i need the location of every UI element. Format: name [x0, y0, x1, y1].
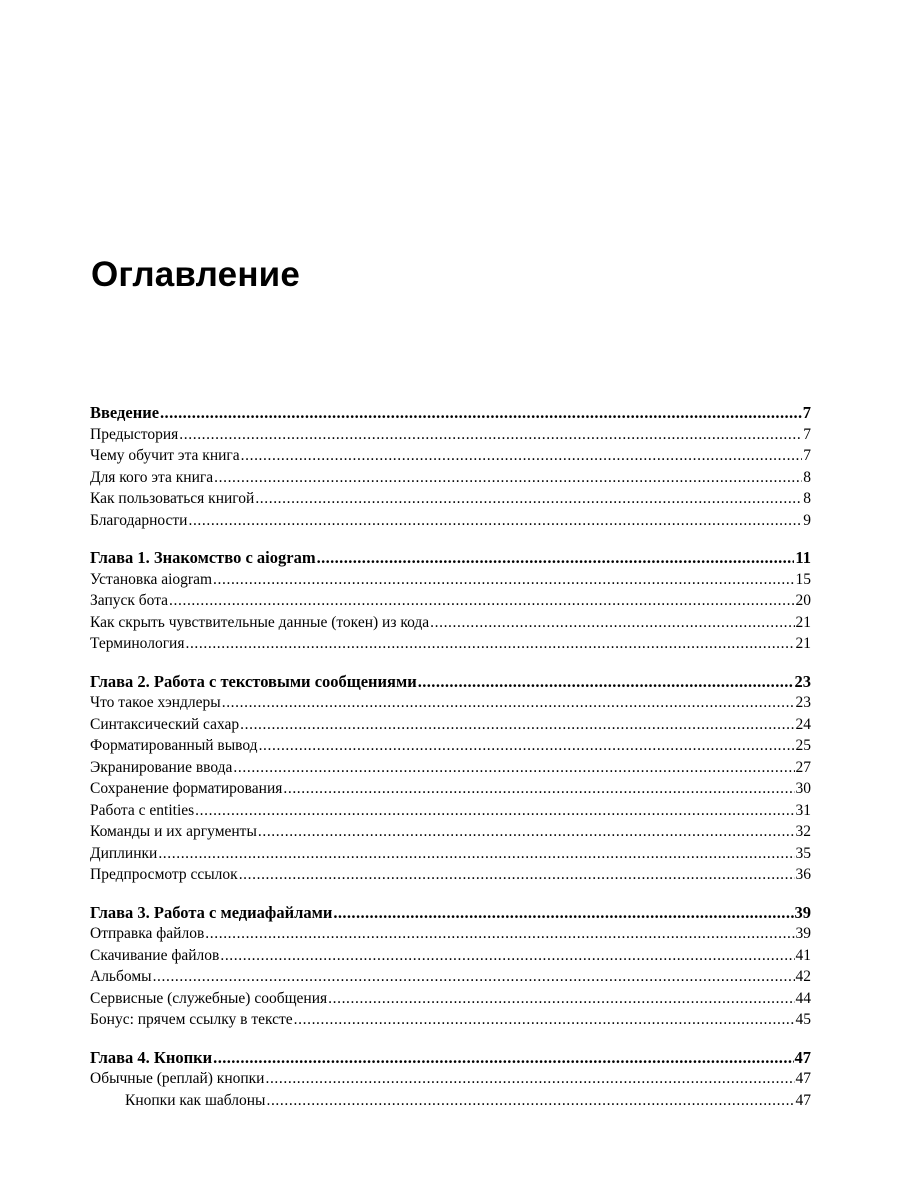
- toc-page-number: 39: [794, 902, 811, 922]
- toc-page-number: 15: [795, 570, 811, 588]
- toc-page-number: 20: [795, 592, 811, 609]
- toc-entry-label: Бонус: прячем ссылку в тексте: [90, 1011, 293, 1028]
- toc-entry-label: Синтаксический сахар: [90, 715, 240, 733]
- toc-page-number: 47: [795, 1070, 811, 1087]
- toc-entry[interactable]: [90, 613, 811, 635]
- toc-page-number: 21: [795, 635, 811, 652]
- dot-leader: [214, 468, 802, 488]
- page-title: Оглавление: [91, 255, 301, 294]
- toc-entry-label: Глава 4. Кнопки: [90, 1047, 213, 1067]
- dot-leader: [259, 736, 795, 756]
- toc-entry[interactable]: [90, 946, 811, 968]
- dot-leader: [213, 570, 794, 590]
- toc-entry-label: Альбомы: [90, 968, 152, 985]
- toc-page-number: 8: [803, 490, 811, 507]
- toc-entry-label: Чему обучит эта книга: [90, 447, 240, 464]
- toc-entry-label: Что такое хэндлеры: [90, 694, 221, 711]
- toc-entry[interactable]: [90, 511, 811, 533]
- toc-page-number: 32: [795, 823, 811, 840]
- toc-entry-label: Команды и их аргументы: [90, 823, 257, 840]
- toc-chapter-intro[interactable]: [90, 403, 811, 425]
- toc-entry-label: Глава 2. Работа с текстовыми сообщениями: [90, 671, 417, 691]
- table-of-contents: [90, 403, 811, 1112]
- toc-page-number: 23: [794, 671, 811, 691]
- dot-leader: [241, 446, 803, 466]
- dot-leader: [317, 548, 795, 568]
- dot-leader: [233, 758, 794, 778]
- toc-entry-label: Экранирование ввода: [90, 758, 233, 776]
- dot-leader: [283, 779, 794, 799]
- toc-entry[interactable]: [90, 446, 811, 468]
- toc-page-number: 23: [795, 694, 811, 711]
- toc-entry-label: Диплинки: [90, 844, 158, 862]
- toc-page-number: 7: [802, 403, 811, 422]
- toc-chapter-2[interactable]: [90, 672, 811, 694]
- toc-entry[interactable]: [90, 865, 811, 887]
- dot-leader: [220, 946, 794, 966]
- toc-entry[interactable]: [90, 801, 811, 823]
- dot-leader: [213, 1048, 793, 1068]
- dot-leader: [158, 844, 794, 864]
- toc-chapter-3[interactable]: [90, 903, 811, 925]
- dot-leader: [255, 489, 802, 509]
- dot-leader: [188, 511, 802, 531]
- dot-leader: [169, 591, 794, 611]
- toc-entry[interactable]: [90, 1010, 811, 1032]
- toc-chapter-1[interactable]: [90, 548, 811, 570]
- toc-entry[interactable]: [90, 779, 811, 801]
- toc-entry[interactable]: [90, 822, 811, 844]
- toc-entry[interactable]: [90, 967, 811, 989]
- dot-leader: [153, 967, 795, 987]
- toc-page-number: 7: [803, 447, 811, 464]
- toc-page-number: 47: [795, 1091, 811, 1109]
- toc-page-number: 9: [803, 511, 811, 529]
- dot-leader: [222, 693, 795, 713]
- toc-page-number: 8: [803, 468, 811, 486]
- toc-page-number: 45: [795, 1011, 811, 1028]
- toc-entry-label: Как пользоваться книгой: [90, 490, 255, 507]
- dot-leader: [205, 924, 794, 944]
- toc-subentry[interactable]: [90, 1091, 811, 1113]
- toc-entry-label: Глава 1. Знакомство с aiogram: [90, 548, 316, 567]
- toc-entry[interactable]: [90, 844, 811, 866]
- toc-page-number: 21: [795, 613, 811, 631]
- toc-page-number: 36: [795, 866, 811, 883]
- dot-leader: [185, 634, 794, 654]
- toc-page-number: 30: [795, 780, 811, 797]
- toc-entry-label: Введение: [90, 403, 160, 422]
- dot-leader: [258, 822, 795, 842]
- toc-entry-label: Кнопки как шаблоны: [125, 1091, 266, 1109]
- toc-page-number: 39: [795, 925, 811, 942]
- toc-entry[interactable]: [90, 693, 811, 715]
- toc-entry-label: Отправка файлов: [90, 925, 205, 942]
- toc-chapter-4[interactable]: [90, 1048, 811, 1070]
- toc-page-number: 41: [795, 946, 811, 964]
- toc-page-number: 24: [795, 715, 811, 733]
- toc-page-number: 27: [795, 758, 811, 776]
- toc-entry-label: Сохранение форматирования: [90, 780, 283, 797]
- toc-page-number: 47: [794, 1047, 811, 1067]
- toc-entry[interactable]: [90, 425, 811, 447]
- toc-entry-label: Предпросмотр ссылок: [90, 866, 238, 883]
- toc-page-number: 25: [795, 737, 811, 754]
- toc-entry-label: Работа с entities: [90, 801, 195, 819]
- toc-entry[interactable]: [90, 1069, 811, 1091]
- toc-entry-label: Предыстория: [90, 425, 179, 443]
- toc-entry-label: Скачивание файлов: [90, 946, 220, 964]
- toc-page-number: 7: [803, 425, 811, 443]
- dot-leader: [430, 613, 794, 633]
- toc-page-number: 31: [795, 801, 811, 819]
- toc-entry-label: Для кого эта книга: [90, 468, 214, 486]
- dot-leader: [195, 801, 794, 821]
- dot-leader: [240, 715, 794, 735]
- dot-leader: [418, 672, 794, 692]
- toc-entry-label: Форматированный вывод: [90, 737, 258, 754]
- toc-entry-label: Глава 3. Работа с медиафайлами: [90, 902, 333, 922]
- toc-entry[interactable]: [90, 924, 811, 946]
- dot-leader: [266, 1091, 794, 1111]
- toc-entry-label: Установка aiogram: [90, 570, 213, 588]
- toc-page-number: 11: [795, 548, 811, 567]
- dot-leader: [328, 989, 794, 1009]
- toc-entry[interactable]: [90, 758, 811, 780]
- dot-leader: [294, 1010, 795, 1030]
- toc-entry[interactable]: [90, 736, 811, 758]
- toc-entry-label: Сервисные (служебные) сообщения: [90, 989, 328, 1007]
- dot-leader: [239, 865, 795, 885]
- toc-entry[interactable]: [90, 489, 811, 511]
- toc-entry-label: Обычные (реплай) кнопки: [90, 1070, 265, 1087]
- toc-entry[interactable]: [90, 570, 811, 592]
- toc-page-number: 35: [795, 844, 811, 862]
- toc-page-number: 44: [795, 989, 811, 1007]
- toc-entry[interactable]: [90, 989, 811, 1011]
- dot-leader: [265, 1069, 794, 1089]
- toc-entry[interactable]: [90, 634, 811, 656]
- toc-page-number: 42: [795, 968, 811, 985]
- toc-entry[interactable]: [90, 715, 811, 737]
- toc-entry-label: Благодарности: [90, 511, 188, 529]
- dot-leader: [160, 403, 802, 423]
- dot-leader: [333, 903, 793, 923]
- toc-entry[interactable]: [90, 468, 811, 490]
- toc-entry-label: Терминология: [90, 635, 185, 652]
- dot-leader: [179, 425, 802, 445]
- toc-entry-label: Запуск бота: [90, 592, 169, 609]
- toc-entry[interactable]: [90, 591, 811, 613]
- toc-entry-label: Как скрыть чувствительные данные (токен) из кода: [90, 613, 430, 631]
